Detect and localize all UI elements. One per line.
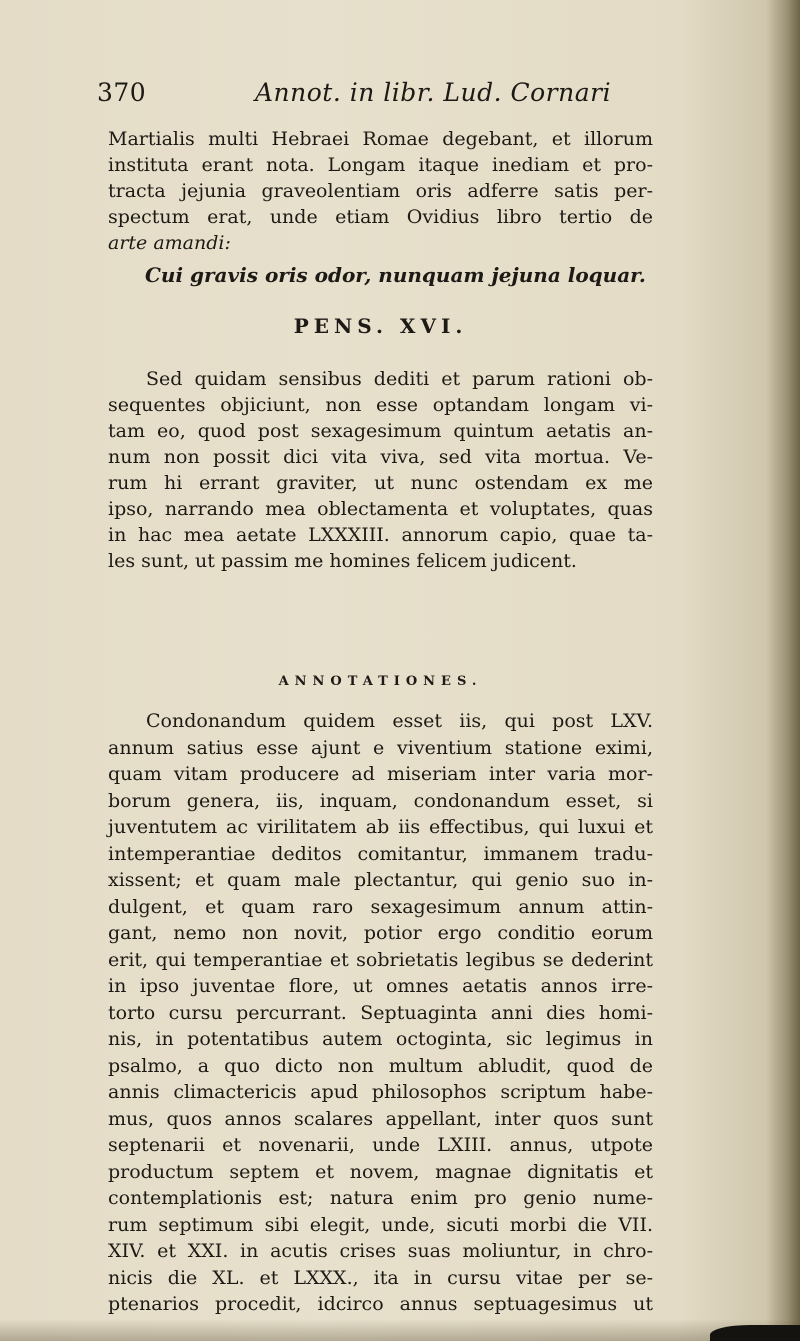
text-line: instituta erant nota. Longam itaque inediam et pro- [108,154,653,176]
text-line: annis climactericis apud philosophos scriptum habe- [108,1081,653,1103]
text-line: Sed quidam sensibus dediti et parum rationi ob- [146,368,653,390]
text-line: XIV. et XXI. in acutis crises suas moliuntur, in chro- [108,1240,653,1262]
text-line: Condonandum quidem esset iis, qui post LXV. [146,710,653,732]
text-line: septenarii et novenarii, unde LXIII. annus, utpote [108,1134,653,1156]
paragraph-3 [108,708,653,1318]
text-line: annum satius esse ajunt e viventium statione eximi, [108,736,653,759]
paragraph-2 [108,366,653,574]
section-heading: PENS. XVI. [293,314,468,338]
text-line: tracta jejunia graveolentiam oris adferre satis per- [108,180,653,202]
text-line: torto cursu percurrant. Septuaginta anni dies homi- [108,1001,653,1024]
page-edge-shadow [766,0,800,1341]
text-line: Martialis multi Hebraei Romae degebant, et illorum [108,128,653,150]
text-line: rum hi errant graviter, ut nunc ostendam ex me [108,472,653,494]
text-line: ptenarios procedit, idcirco annus septuagesimus ut [108,1293,653,1315]
text-line: spectum erat, unde etiam Ovidius libro tertio de [108,206,653,228]
text-line: dulgent, et quam raro sexagesimum annum attin- [108,895,653,918]
verse-quote [145,262,655,288]
text-line: ipso, narrando mea oblectamenta et voluptates, quas [108,498,653,520]
verse-line: Cui gravis oris odor, nunquam jejuna loquar. [145,263,646,287]
text-line: in ipso juventae flore, ut omnes aetatis annos irre- [108,975,653,997]
text-line: arte amandi: [108,232,231,254]
thumb-shadow [710,1325,800,1341]
text-line: nis, in potentatibus autem octoginta, sic legimus in [108,1028,653,1050]
text-line: mus, quos annos scalares appellant, inter quos sunt [108,1107,653,1130]
text-line: nicis die XL. et LXXX., ita in cursu vitae per se- [108,1266,653,1289]
running-head [97,78,657,114]
page-number: 370 [97,78,147,107]
text-line: xissent; et quam male plectantur, qui genio suo in- [108,869,653,891]
text-line: juventutem ac virilitatem ab iis effectibus, qui luxui et [108,816,653,838]
text-line: erit, qui temperantiae et sobrietatis legibus se dederint [108,948,653,971]
text-line: sequentes objiciunt, non esse optandam longam vi- [108,394,653,416]
annotations-heading: ANNOTATIONES. [278,674,483,689]
page-bottom-edge [0,1319,800,1341]
text-line: contemplationis est; natura enim pro genio nume- [108,1187,653,1209]
text-line: quam vitam producere ad miseriam inter varia mor- [108,763,653,785]
text-line: rum septimum sibi elegit, unde, sicuti morbi die VII. [108,1213,653,1236]
text-line: borum genera, iis, inquam, condonandum esset, si [108,789,653,812]
text-line: in hac mea aetate LXXXIII. annorum capio, quae ta- [108,524,653,546]
text-line: psalmo, a quo dicto non multum abludit, quod de [108,1054,653,1077]
text-line: intemperantiae deditos comitantur, immanem tradu- [108,842,653,865]
paragraph-1 [108,126,653,256]
text-line: productum septem et novem, magnae dignitatis et [108,1160,653,1183]
header-title: Annot. in libr. Lud. Cornari [255,78,612,107]
text-line: num non possit dici vita viva, sed vita mortua. Ve- [108,446,653,468]
text-line: tam eo, quod post sexagesimum quintum aetatis an- [108,420,653,442]
text-line: les sunt, ut passim me homines felicem judicent. [108,550,577,572]
text-line: gant, nemo non novit, potior ergo conditio eorum [108,922,653,944]
